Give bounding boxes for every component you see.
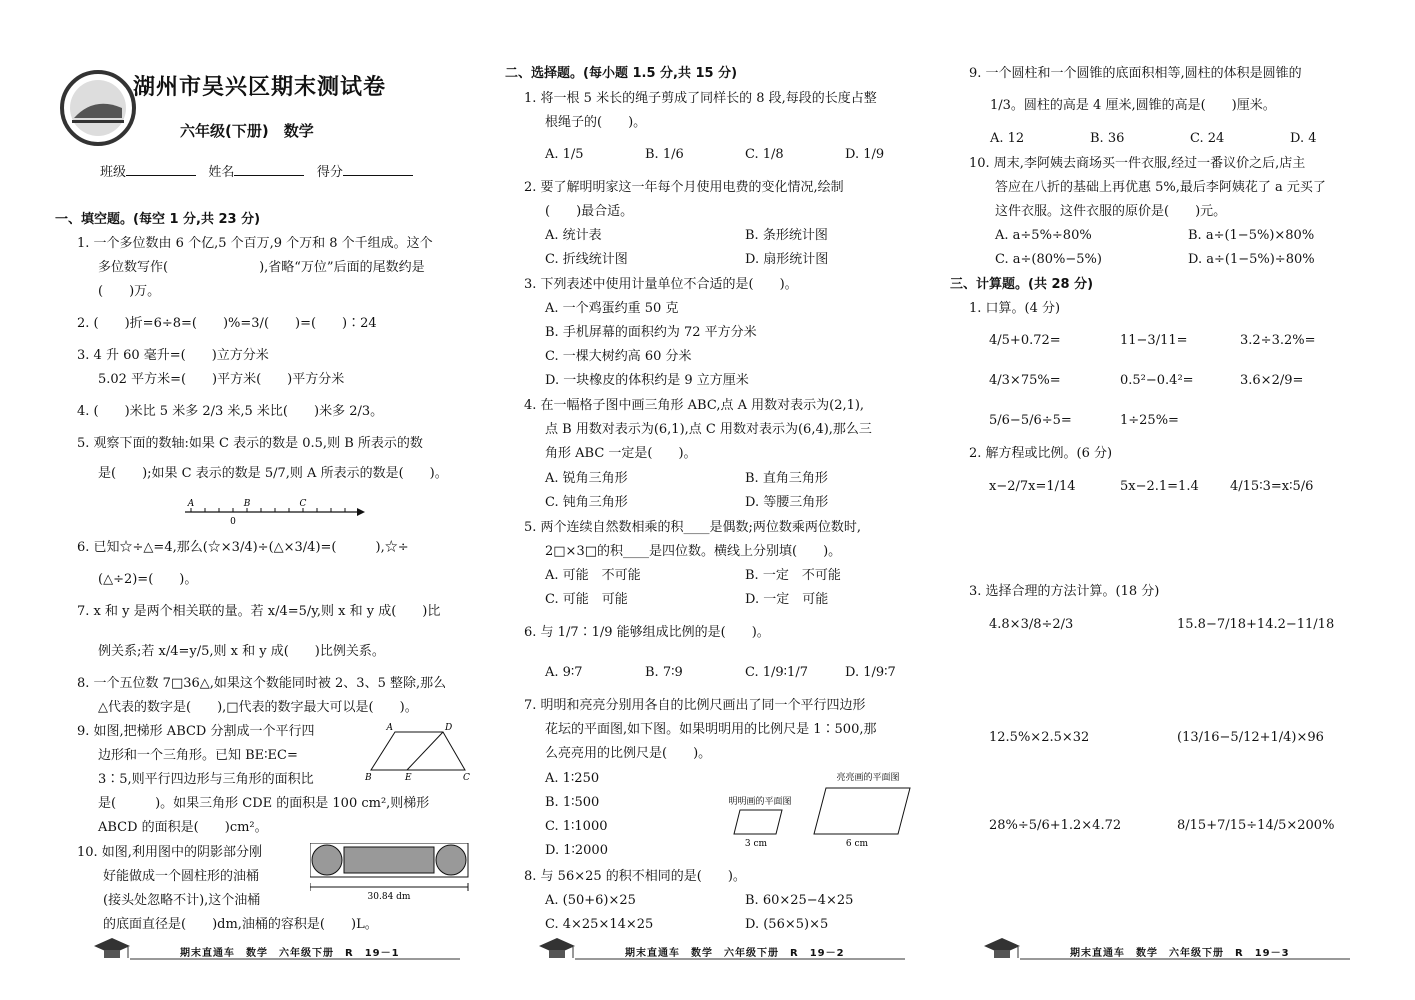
- section-calculation: 三、计算题。(共 28 分): [950, 277, 1094, 292]
- q4-line2: 点 B 用数对表示为(6,1),点 C 用数对表示为(6,4),那么三: [545, 422, 872, 437]
- q9-line4: 是( )。如果三角形 CDE 的面积是 100 cm²,则梯形: [98, 796, 430, 811]
- q1-option-c[interactable]: C. 1/8: [745, 147, 784, 162]
- fig7-small-base: 3 cm: [744, 839, 768, 849]
- equation-2: 5x−2.1=1.4: [1120, 479, 1199, 494]
- q1-option-d[interactable]: D. 1/9: [845, 147, 885, 162]
- q9-option-d[interactable]: D. 4: [1290, 131, 1317, 146]
- calc-4: (13/16−5/12+1/4)×96: [1177, 730, 1324, 745]
- q4-option-b[interactable]: B. 直角三角形: [745, 471, 828, 486]
- axis-label-c: C: [299, 499, 307, 509]
- train-icon: [64, 74, 132, 142]
- q3-option-d[interactable]: D. 一块橡皮的体积约是 9 立方厘米: [545, 373, 749, 388]
- q9-line1: 9. 一个圆柱和一个圆锥的底面积相等,圆柱的体积是圆锥的: [969, 66, 1302, 81]
- footer-3: [980, 946, 1340, 968]
- q6-option-c[interactable]: C. 1/9∶1/7: [745, 665, 808, 680]
- q8-line2: △代表的数字是( ),□代表的数字最大可以是( )。: [98, 700, 418, 715]
- q5-option-a[interactable]: A. 可能 不可能: [545, 568, 641, 583]
- oral-3: 3.2÷3.2%=: [1240, 333, 1316, 348]
- q1-line3: ( )万。: [98, 284, 161, 299]
- q6-line2: (△÷2)=( )。: [98, 572, 198, 587]
- q2-option-b[interactable]: B. 条形统计图: [745, 228, 828, 243]
- q7-line2: 例关系;若 x/4=y/5,则 x 和 y 成( )比例关系。: [98, 644, 385, 659]
- q5-option-d[interactable]: D. 一定 可能: [745, 592, 829, 607]
- q3-option-a[interactable]: A. 一个鸡蛋约重 50 克: [545, 301, 679, 316]
- q2-line1: 2. 要了解明明家这一年每个月使用电费的变化情况,绘制: [524, 180, 844, 195]
- q7-line2: 花坛的平面图,如下图。如果明明用的比例尺是 1∶500,那: [545, 722, 877, 737]
- calc-part3: 3. 选择合理的方法计算。(18 分): [969, 584, 1160, 599]
- q1-option-a[interactable]: A. 1/5: [545, 147, 584, 162]
- oral-6: 3.6×2/9=: [1240, 373, 1304, 388]
- q3-line2: 5.02 平方米=( )平方米( )平方分米: [98, 372, 345, 387]
- field-class-blank[interactable]: [126, 163, 196, 176]
- axis-label-b: B: [243, 499, 251, 509]
- q10-line4: 的底面直径是( )dm,油桶的容积是( )L。: [103, 917, 378, 932]
- q8-option-b[interactable]: B. 60×25−4×25: [745, 893, 854, 908]
- q4-option-c[interactable]: C. 钝角三角形: [545, 495, 628, 510]
- q9-line2: 边形和一个三角形。已知 BE∶EC=: [98, 748, 298, 763]
- fig7-small-title: 明明画的平面图: [728, 797, 792, 807]
- q3-option-b[interactable]: B. 手机屏幕的面积约为 72 平方分米: [545, 325, 757, 340]
- q1-line2: 根绳子的( )。: [545, 115, 647, 130]
- equation-1: x−2/7x=1/14: [989, 479, 1076, 494]
- q8-option-a[interactable]: A. (50+6)×25: [545, 893, 636, 908]
- q1-line1: 1. 一个多位数由 6 个亿,5 个百万,9 个万和 8 个千组成。这个: [77, 236, 433, 251]
- q4-option-d[interactable]: D. 等腰三角形: [745, 495, 829, 510]
- q9-line5: ABCD 的面积是( )cm²。: [98, 820, 268, 835]
- calc-part1: 1. 口算。(4 分): [969, 301, 1061, 316]
- q5-option-b[interactable]: B. 一定 不可能: [745, 568, 841, 583]
- q10-line2: 好能做成一个圆柱形的油桶: [103, 869, 260, 884]
- trapezoid-figure: [365, 720, 475, 782]
- oral-4: 4/3×75%=: [989, 373, 1061, 388]
- q1-line2: 多位数写作( ),省略“万位”后面的尾数约是: [98, 260, 425, 275]
- fig10-dimension: 30.84 dm: [367, 892, 411, 902]
- page-3: [945, 0, 1365, 1000]
- field-score-blank[interactable]: [343, 163, 413, 176]
- trap-label-c: C: [463, 773, 470, 782]
- q5-line2: 是( );如果 C 表示的数是 5/7,则 A 所表示的数是( )。: [98, 466, 448, 481]
- graduation-cap-icon: [980, 936, 1024, 966]
- axis-label-zero: 0: [230, 517, 236, 526]
- q9-option-a[interactable]: A. 12: [990, 131, 1025, 146]
- q10-option-a[interactable]: A. a÷5%÷80%: [995, 228, 1092, 243]
- field-class-label: 班级: [100, 165, 127, 180]
- q5-line1: 5. 两个连续自然数相乘的积____是偶数;两位数乘两位数时,: [524, 520, 862, 535]
- q8-option-c[interactable]: C. 4×25×14×25: [545, 917, 654, 932]
- footer-text: 期末直通车 数学 六年级下册 R 19－2: [625, 948, 845, 959]
- name-fields: [100, 163, 413, 181]
- q7-option-c[interactable]: C. 1∶1000: [545, 819, 608, 834]
- page-2: [500, 0, 920, 1000]
- q9-line3: 3∶5,则平行四边形与三角形的面积比: [98, 772, 314, 787]
- q4-line1: 4. 在一幅格子图中画三角形 ABC,点 A 用数对表示为(2,1),: [524, 398, 865, 413]
- footer-text: 期末直通车 数学 六年级下册 R 19－1: [180, 948, 400, 959]
- q8: 8. 与 56×25 的积不相同的是( )。: [524, 869, 746, 884]
- exam-title: 湖州市吴兴区期末测试卷: [133, 75, 387, 100]
- q3-option-c[interactable]: C. 一棵大树约高 60 分米: [545, 349, 692, 364]
- calc-5: 28%÷5/6+1.2×4.72: [989, 818, 1122, 833]
- calc-2: 15.8−7/18+14.2−11/18: [1177, 617, 1335, 632]
- graduation-cap-icon: [90, 936, 134, 966]
- section-choice: 二、选择题。(每小题 1.5 分,共 15 分): [505, 66, 738, 81]
- q1-line1: 1. 将一根 5 米长的绳子剪成了同样长的 8 段,每段的长度占整: [524, 91, 877, 106]
- q2-line2: ( )最合适。: [545, 204, 634, 219]
- fig7-big-title: 亮亮画的平面图: [836, 773, 900, 783]
- q7-line1: 7. 明明和亮亮分别用各自的比例尺画出了同一个平行四边形: [524, 698, 866, 713]
- field-score-label: 得分: [316, 165, 343, 180]
- q9-line1: 9. 如图,把梯形 ABCD 分割成一个平行四: [77, 724, 315, 739]
- q4-line3: 角形 ABC 一定是( )。: [545, 446, 697, 461]
- calc-6: 8/15+7/15÷14/5×200%: [1177, 818, 1335, 833]
- trap-label-d: D: [445, 723, 453, 733]
- q3: 3. 下列表述中使用计量单位不合适的是( )。: [524, 277, 798, 292]
- q8-line1: 8. 一个五位数 7□36△,如果这个数能同时被 2、3、5 整除,那么: [77, 676, 447, 691]
- trap-label-e: E: [405, 773, 412, 782]
- q5-line2: 2□×3□的积____是四位数。横线上分别填( )。: [545, 544, 842, 559]
- q10-option-b[interactable]: B. a÷(1−5%)×80%: [1188, 228, 1315, 243]
- q10-option-c[interactable]: C. a÷(80%−5%): [995, 252, 1102, 267]
- calc-3: 12.5%×2.5×32: [989, 730, 1090, 745]
- q7-option-a[interactable]: A. 1∶250: [545, 771, 600, 786]
- q6-option-b[interactable]: B. 7∶9: [645, 665, 683, 680]
- oral-1: 4/5+0.72=: [989, 333, 1061, 348]
- q5-line1: 5. 观察下面的数轴:如果 C 表示的数是 0.5,则 B 所表示的数: [77, 436, 423, 451]
- q7-line3: 么亮亮用的比例尺是( )。: [545, 746, 712, 761]
- q7-option-b[interactable]: B. 1∶500: [545, 795, 600, 810]
- q6: 6. 与 1/7∶1/9 能够组成比例的是( )。: [524, 625, 770, 640]
- trap-label-b: B: [365, 773, 372, 782]
- q10-line3: 这件衣服。这件衣服的原价是( )元。: [995, 204, 1227, 219]
- oral-2: 11−3/11=: [1120, 333, 1188, 348]
- q6-line1: 6. 已知☆÷△=4,那么(☆×3/4)÷(△×3/4)=( ),☆÷: [77, 540, 409, 555]
- q5-option-c[interactable]: C. 可能 可能: [545, 592, 628, 607]
- q4-option-a[interactable]: A. 锐角三角形: [545, 471, 628, 486]
- footer-1: [90, 946, 450, 968]
- graduation-cap-icon: [535, 936, 579, 966]
- q2: 2. ( )折=6÷8=( )%=3/( )=( )∶24: [77, 316, 377, 331]
- q9-line2: 1/3。圆柱的高是 4 厘米,圆锥的高是( )厘米。: [990, 98, 1276, 113]
- q6-option-a[interactable]: A. 9∶7: [545, 665, 583, 680]
- q10-line3: (接头处忽略不计),这个油桶: [103, 893, 261, 908]
- q2-option-a[interactable]: A. 统计表: [545, 228, 602, 243]
- cylinder-net-figure: [310, 843, 470, 903]
- q2-option-c[interactable]: C. 折线统计图: [545, 252, 628, 267]
- q3-line1: 3. 4 升 60 毫升=( )立方分米: [77, 348, 269, 363]
- exam-subtitle: 六年级(下册) 数学: [180, 122, 314, 140]
- q1-option-b[interactable]: B. 1/6: [645, 147, 684, 162]
- trap-label-a: A: [386, 723, 393, 733]
- oral-5: 0.5²−0.4²=: [1120, 373, 1194, 388]
- oral-7: 5/6−5/6÷5=: [989, 413, 1072, 428]
- q7-line1: 7. x 和 y 是两个相关联的量。若 x/4=5/y,则 x 和 y 成( )比: [77, 604, 441, 619]
- equation-3: 4/15∶3=x∶5/6: [1230, 479, 1314, 494]
- parallelogram-figures: [720, 768, 920, 853]
- calc-1: 4.8×3/8÷2/3: [989, 617, 1074, 632]
- fig7-big-base: 6 cm: [845, 839, 869, 849]
- q9-option-c[interactable]: C. 24: [1190, 131, 1225, 146]
- q7-option-d[interactable]: D. 1∶2000: [545, 843, 608, 858]
- footer-2: [535, 946, 895, 968]
- train-logo: [60, 70, 136, 146]
- number-line: [185, 496, 365, 526]
- q9-option-b[interactable]: B. 36: [1090, 131, 1125, 146]
- field-name-label: 姓名: [208, 165, 235, 180]
- q10-option-d[interactable]: D. a÷(1−5%)÷80%: [1188, 252, 1315, 267]
- q10-line2: 答应在八折的基础上再优惠 5%,最后李阿姨花了 a 元买了: [995, 180, 1326, 195]
- footer-text: 期末直通车 数学 六年级下册 R 19－3: [1070, 948, 1290, 959]
- page-1: [55, 0, 475, 1000]
- field-name-blank[interactable]: [234, 163, 304, 176]
- q2-option-d[interactable]: D. 扇形统计图: [745, 252, 829, 267]
- q4: 4. ( )米比 5 米多 2/3 米,5 米比( )米多 2/3。: [77, 404, 384, 419]
- calc-part2: 2. 解方程或比例。(6 分): [969, 446, 1113, 461]
- axis-label-a: A: [187, 499, 195, 509]
- q10-line1: 10. 如图,利用图中的阴影部分刚: [77, 845, 262, 860]
- section-fill-blank: 一、填空题。(每空 1 分,共 23 分): [55, 212, 261, 227]
- q6-option-d[interactable]: D. 1/9∶7: [845, 665, 896, 680]
- oral-8: 1÷25%=: [1120, 413, 1179, 428]
- q8-option-d[interactable]: D. (56×5)×5: [745, 917, 829, 932]
- q10-line1: 10. 周末,李阿姨去商场买一件衣服,经过一番议价之后,店主: [969, 156, 1306, 171]
